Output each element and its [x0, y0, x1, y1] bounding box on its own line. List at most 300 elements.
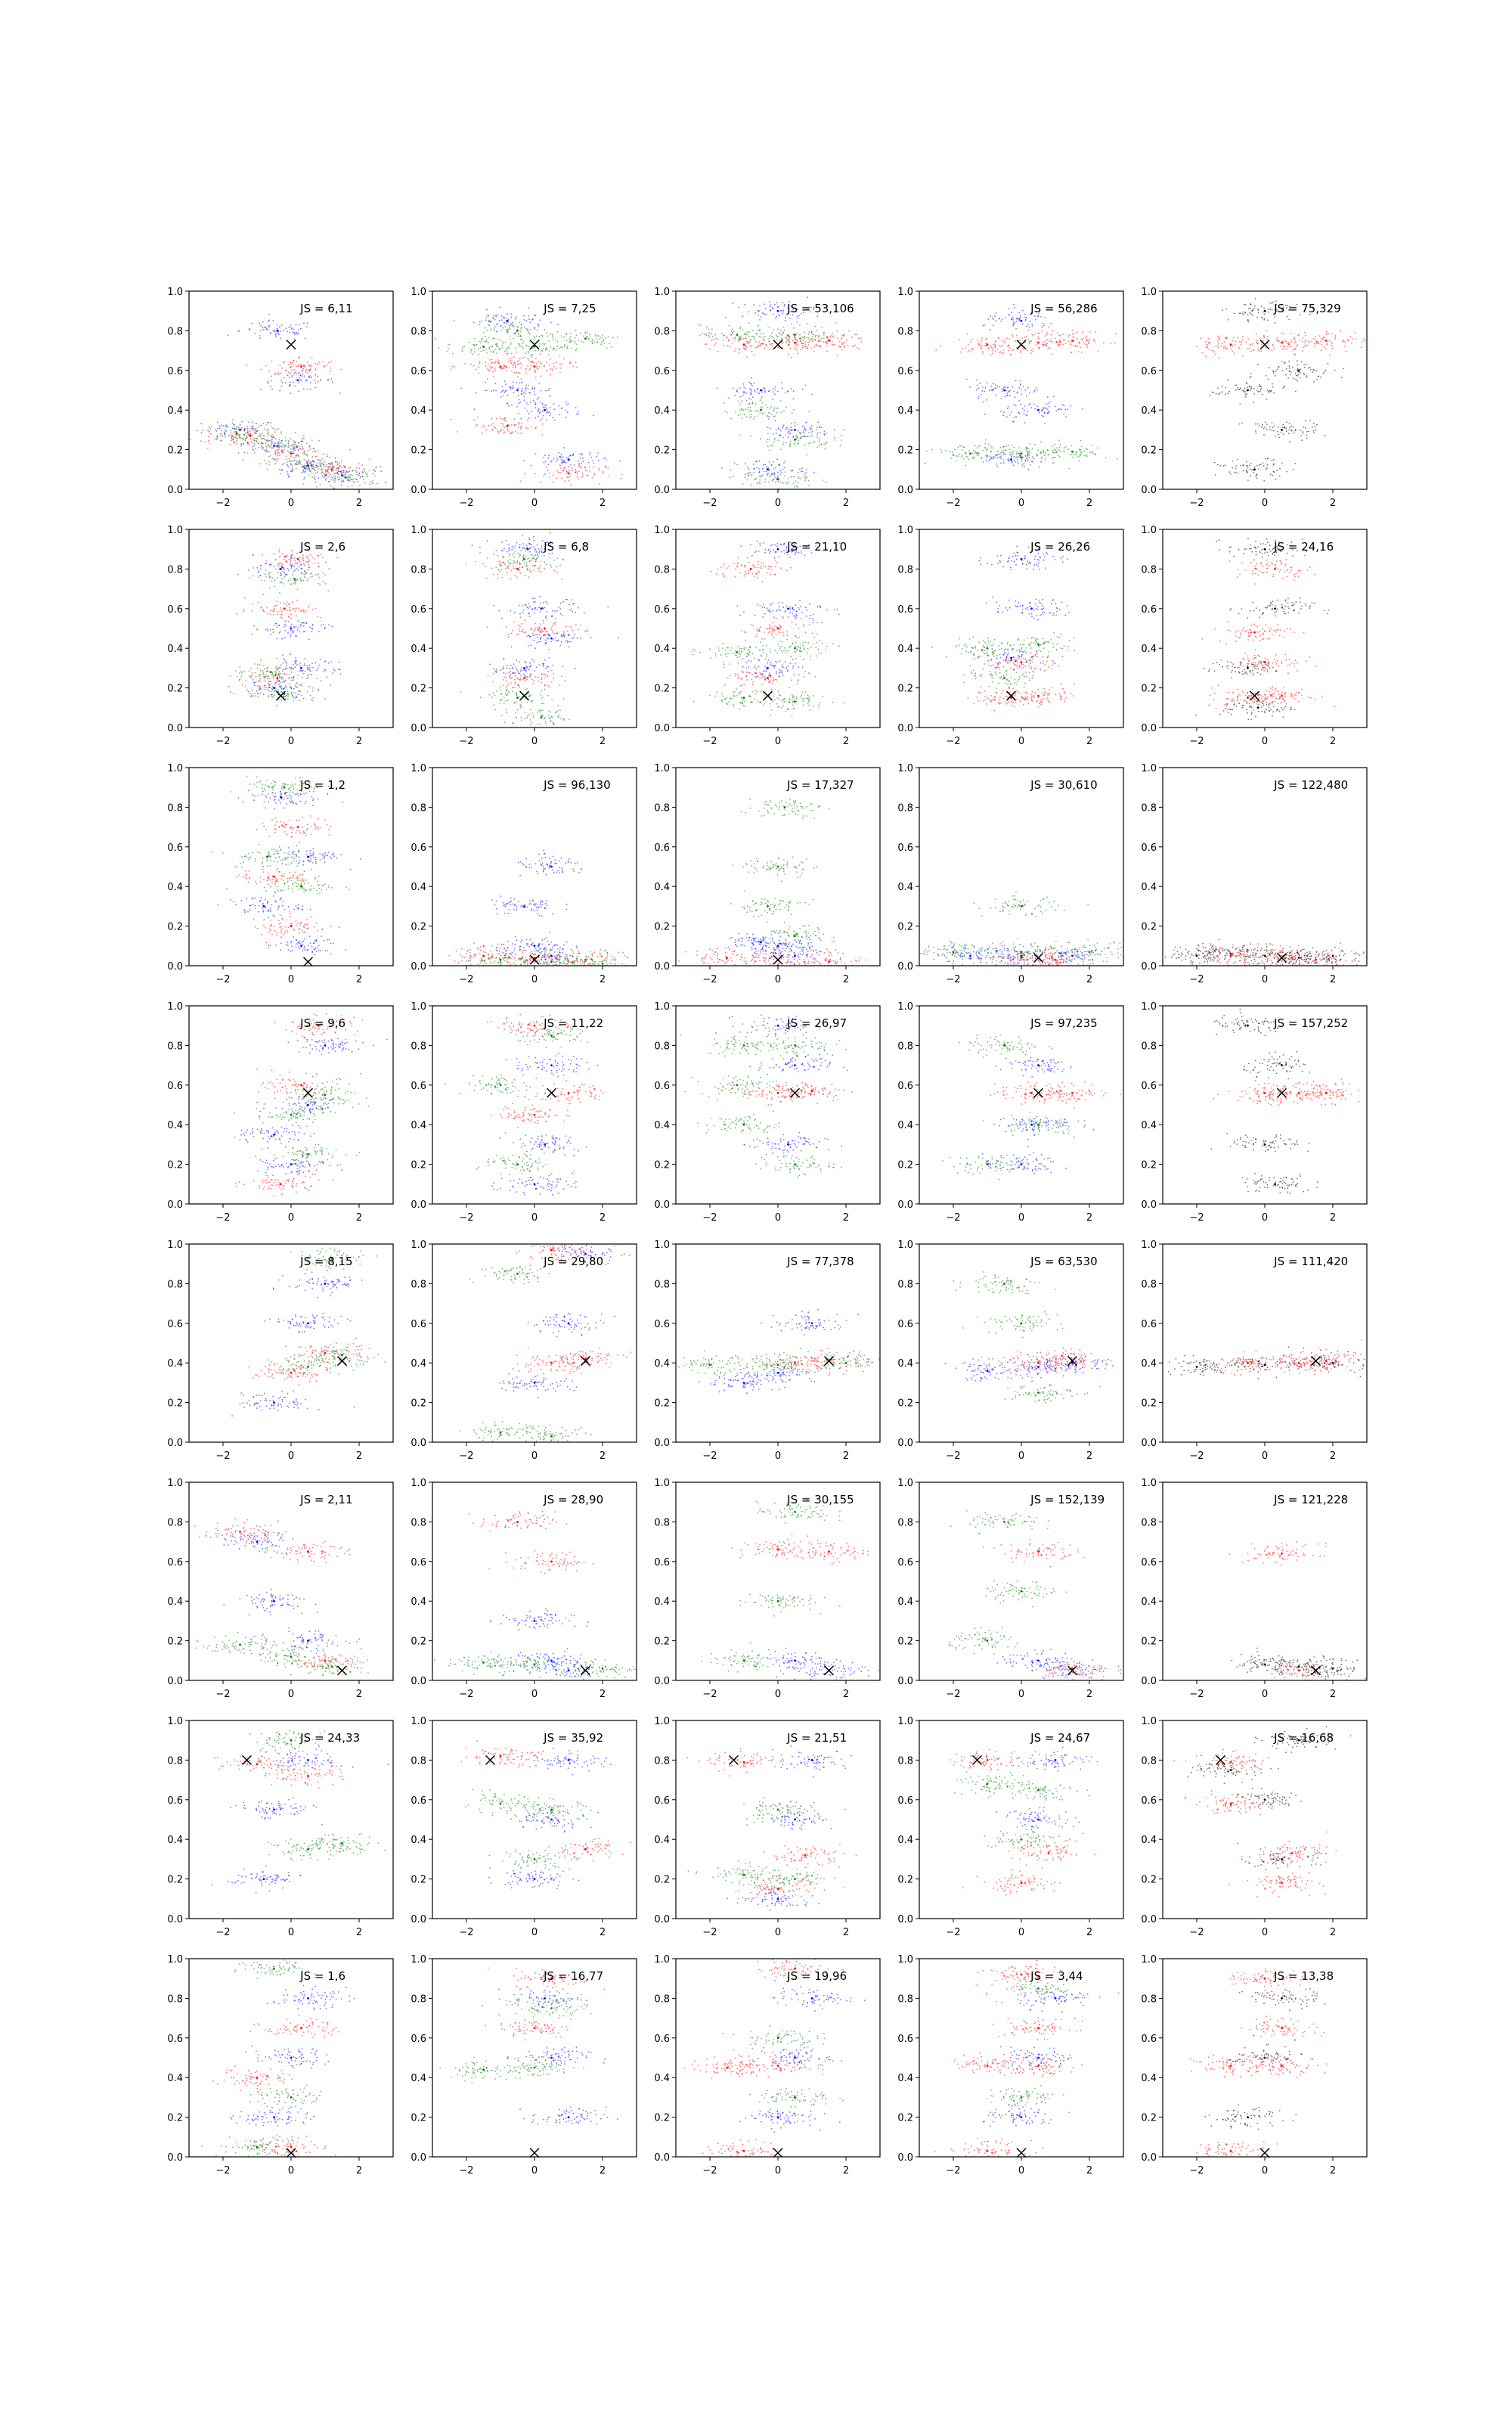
scatter-point — [274, 429, 276, 430]
scatter-point — [544, 343, 546, 345]
scatter-point — [287, 662, 288, 664]
scatter-point — [996, 395, 997, 396]
scatter-point — [1253, 402, 1254, 403]
scatter-point — [484, 341, 485, 343]
scatter-point — [319, 464, 321, 465]
scatter-point — [1310, 369, 1312, 371]
scatter-point — [507, 318, 508, 319]
scatter-point — [779, 473, 781, 475]
scatter-point — [1002, 340, 1003, 342]
scatter-point — [1223, 465, 1225, 467]
scatter-point — [546, 616, 547, 617]
scatter-point — [575, 612, 576, 613]
scatter-point — [311, 662, 313, 664]
scatter-point — [1018, 387, 1020, 389]
scatter-point — [1250, 303, 1251, 305]
scatter-point — [299, 666, 301, 667]
scatter-point — [273, 566, 274, 567]
scatter-point — [281, 451, 283, 453]
scatter-point — [838, 337, 839, 339]
scatter-point — [290, 636, 291, 638]
scatter-point — [308, 674, 310, 675]
scatter-point — [485, 390, 486, 392]
scatter-point — [972, 458, 974, 459]
scatter-point — [1234, 352, 1235, 354]
scatter-point — [1265, 421, 1266, 423]
scatter-point — [791, 388, 792, 389]
scatter-point — [1043, 416, 1044, 417]
scatter-point — [815, 337, 816, 338]
scatter-point — [1045, 458, 1046, 460]
scatter-point — [733, 331, 735, 333]
scatter-point — [225, 436, 226, 438]
scatter-point — [1281, 370, 1283, 371]
scatter-point — [563, 447, 565, 448]
scatter-point — [593, 467, 595, 468]
scatter-point — [296, 696, 297, 697]
scatter-point — [328, 472, 330, 473]
scatter-point — [297, 454, 299, 455]
scatter-point — [1343, 340, 1344, 341]
scatter-point — [264, 676, 265, 678]
scatter-point — [956, 461, 957, 462]
scatter-point — [795, 425, 796, 427]
scatter-point — [1255, 298, 1256, 299]
scatter-point — [501, 618, 503, 619]
scatter-point — [266, 576, 268, 578]
scatter-point — [517, 336, 519, 337]
scatter-point — [362, 473, 364, 474]
scatter-point — [1082, 340, 1083, 341]
scatter-point — [1053, 452, 1055, 454]
scatter-point — [547, 336, 549, 337]
scatter-point — [1018, 463, 1019, 464]
scatter-point — [501, 347, 503, 349]
scatter-point — [578, 470, 580, 472]
scatter-point — [252, 434, 253, 436]
scatter-point — [1044, 412, 1046, 414]
scatter-point — [323, 454, 324, 455]
scatter-point — [1086, 340, 1088, 341]
scatter-point — [600, 343, 602, 345]
scatter-point — [308, 569, 309, 571]
scatter-point — [563, 358, 565, 360]
scatter-point — [1056, 447, 1058, 448]
scatter-point — [497, 362, 499, 364]
scatter-point — [516, 669, 518, 670]
scatter-point — [277, 613, 278, 615]
scatter-point — [1025, 461, 1027, 462]
scatter-point — [1034, 408, 1036, 410]
scatter-point — [1304, 341, 1306, 343]
scatter-point — [289, 559, 290, 560]
scatter-point — [290, 607, 291, 609]
scatter-point — [1021, 452, 1023, 455]
scatter-point — [356, 471, 358, 473]
scatter-point — [507, 668, 508, 669]
scatter-point — [503, 395, 504, 396]
scatter-point — [589, 467, 590, 468]
scatter-point — [312, 609, 314, 610]
scatter-point — [349, 480, 351, 482]
scatter-point — [1074, 454, 1075, 455]
scatter-point — [328, 591, 330, 592]
scatter-point — [268, 451, 270, 453]
scatter-point — [547, 611, 548, 613]
scatter-point — [279, 556, 280, 557]
scatter-point — [985, 439, 987, 441]
scatter-point — [462, 350, 463, 352]
scatter-point — [1250, 373, 1252, 374]
scatter-point — [1253, 472, 1254, 473]
scatter-point — [857, 334, 858, 335]
scatter-point — [256, 428, 257, 430]
scatter-point — [284, 362, 285, 364]
scatter-point — [994, 457, 996, 458]
scatter-point — [303, 435, 305, 436]
scatter-point — [273, 445, 275, 447]
scatter-point — [966, 379, 968, 380]
scatter-point — [1217, 340, 1219, 342]
scatter-point — [1027, 324, 1029, 326]
scatter-point — [1080, 454, 1082, 455]
scatter-point — [1232, 351, 1233, 352]
scatter-point — [1305, 420, 1306, 422]
scatter-point — [296, 365, 297, 367]
scatter-point — [290, 667, 292, 669]
scatter-point — [274, 695, 275, 697]
scatter-point — [349, 449, 351, 451]
scatter-point — [290, 579, 292, 580]
scatter-point — [236, 433, 238, 435]
scatter-point — [505, 383, 507, 385]
scatter-point — [756, 411, 758, 412]
scatter-point — [529, 666, 531, 668]
scatter-point — [308, 464, 310, 466]
scatter-point — [255, 672, 256, 674]
scatter-point — [560, 467, 562, 469]
scatter-point — [526, 402, 528, 404]
scatter-point — [557, 331, 559, 333]
scatter-point — [1072, 457, 1074, 458]
scatter-point — [307, 561, 308, 563]
scatter-point — [283, 330, 284, 331]
scatter-point — [489, 664, 491, 666]
scatter-point — [255, 695, 256, 697]
scatter-point — [507, 430, 508, 431]
scatter-point — [1052, 450, 1054, 451]
scatter-point — [811, 338, 813, 340]
scatter-point — [292, 362, 293, 364]
scatter-point — [268, 690, 270, 692]
scatter-point — [501, 315, 503, 317]
scatter-point — [1036, 455, 1038, 457]
scatter-point — [584, 338, 587, 340]
scatter-point — [438, 347, 439, 349]
scatter-point — [1294, 342, 1295, 343]
scatter-point — [520, 433, 522, 434]
scatter-point — [774, 438, 776, 439]
scatter-point — [507, 323, 508, 324]
scatter-point — [299, 631, 300, 633]
scatter-point — [1241, 342, 1242, 343]
scatter-point — [512, 385, 513, 386]
scatter-point — [500, 365, 502, 368]
scatter-point — [744, 348, 745, 349]
scatter-point — [302, 441, 303, 442]
scatter-point — [753, 472, 754, 473]
scatter-point — [773, 388, 774, 389]
scatter-point — [373, 469, 375, 470]
scatter-point — [793, 476, 795, 477]
scatter-point — [308, 560, 310, 562]
scatter-point — [820, 444, 822, 445]
scatter-point — [247, 428, 249, 430]
scatter-point — [1297, 344, 1298, 346]
scatter-point — [572, 470, 573, 471]
scatter-point — [287, 690, 289, 692]
scatter-point — [805, 430, 807, 431]
scatter-point — [1031, 407, 1033, 408]
scatter-point — [596, 456, 597, 458]
scatter-point — [265, 687, 267, 688]
scatter-point — [1230, 349, 1232, 350]
scatter-point — [338, 468, 339, 470]
scatter-point — [750, 392, 751, 393]
scatter-point — [303, 631, 305, 633]
scatter-point — [513, 367, 514, 368]
scatter-point — [293, 679, 294, 681]
scatter-point — [1227, 380, 1228, 381]
scatter-point — [1269, 429, 1271, 430]
scatter-point — [328, 662, 330, 664]
scatter-point — [499, 610, 500, 612]
scatter-point — [359, 485, 361, 486]
scatter-point — [581, 341, 583, 343]
scatter-point — [220, 433, 222, 435]
scatter-point — [1013, 465, 1015, 467]
scatter-point — [486, 389, 488, 391]
scatter-point — [851, 337, 853, 338]
scatter-point — [287, 605, 288, 607]
scatter-point — [597, 452, 599, 454]
scatter-point — [1058, 344, 1060, 346]
scatter-point — [249, 578, 251, 579]
scatter-point — [278, 374, 280, 375]
scatter-point — [489, 321, 491, 322]
scatter-point — [834, 437, 835, 439]
scatter-point — [758, 325, 759, 327]
scatter-point — [563, 468, 565, 470]
scatter-point — [994, 315, 996, 317]
scatter-point — [1026, 337, 1027, 338]
scatter-point — [1251, 386, 1253, 388]
scatter-point — [989, 389, 990, 391]
scatter-point — [758, 342, 760, 343]
js-annotation: JS = 53,106 — [786, 302, 854, 315]
scatter-point — [550, 413, 551, 414]
scatter-point — [521, 427, 522, 428]
scatter-point — [317, 376, 318, 377]
scatter-point — [551, 368, 553, 370]
scatter-point — [263, 693, 265, 695]
scatter-point — [303, 610, 305, 612]
scatter-point — [251, 695, 253, 697]
scatter-point — [372, 482, 373, 484]
scatter-point — [307, 691, 308, 693]
scatter-point — [470, 352, 472, 353]
scatter-point — [275, 336, 277, 337]
scatter-point — [339, 471, 341, 473]
scatter-point — [503, 343, 505, 344]
scatter-point — [557, 341, 559, 343]
scatter-point — [1282, 387, 1284, 389]
scatter-point — [531, 361, 533, 363]
scatter-point — [305, 622, 307, 624]
scatter-point — [541, 350, 543, 352]
scatter-point — [1081, 446, 1083, 448]
scatter-point — [294, 448, 296, 449]
scatter-point — [364, 482, 366, 484]
scatter-point — [508, 405, 510, 407]
scatter-point — [318, 364, 319, 365]
scatter-point — [271, 688, 273, 690]
scatter-point — [1306, 364, 1307, 365]
scatter-point — [1075, 346, 1077, 347]
scatter-point — [355, 490, 356, 492]
scatter-point — [220, 436, 222, 437]
scatter-point — [535, 407, 537, 408]
scatter-point — [277, 677, 279, 679]
scatter-point — [764, 314, 766, 315]
scatter-point — [240, 424, 241, 426]
x-tick-label: −2 — [702, 498, 717, 509]
scatter-point — [608, 337, 609, 338]
scatter-point — [1244, 388, 1246, 389]
scatter-point — [1304, 367, 1306, 368]
scatter-point — [702, 333, 703, 334]
series-red — [935, 330, 1117, 356]
scatter-point — [509, 348, 510, 349]
scatter-point — [808, 411, 810, 412]
scatter-point — [762, 474, 764, 476]
axes-frame — [1163, 291, 1367, 489]
scatter-point — [266, 668, 268, 669]
scatter-point — [278, 439, 280, 441]
scatter-point — [318, 381, 319, 383]
scatter-point — [792, 412, 793, 414]
scatter-point — [518, 422, 519, 424]
scatter-point — [294, 450, 296, 451]
scatter-point — [259, 685, 261, 687]
scatter-point — [535, 377, 537, 378]
scatter-point — [496, 343, 497, 344]
scatter-point — [370, 481, 372, 482]
scatter-point — [331, 468, 333, 470]
scatter-point — [554, 420, 556, 421]
scatter-point — [824, 434, 826, 436]
scatter-point — [525, 368, 527, 370]
scatter-point — [1061, 409, 1062, 411]
scatter-point — [295, 684, 296, 685]
scatter-point — [226, 427, 228, 428]
scatter-point — [1266, 339, 1268, 340]
scatter-point — [1037, 337, 1039, 338]
scatter-point — [1024, 317, 1026, 318]
scatter-point — [260, 389, 262, 390]
scatter-point — [302, 438, 303, 439]
scatter-point — [279, 549, 280, 551]
scatter-point — [518, 427, 519, 428]
scatter-point — [302, 677, 303, 678]
scatter-point — [271, 389, 273, 390]
scatter-point — [1031, 334, 1033, 336]
scatter-point — [1041, 458, 1043, 459]
scatter-point — [1243, 465, 1244, 467]
scatter-point — [764, 390, 766, 392]
scatter-point — [795, 481, 797, 482]
scatter-point — [298, 455, 299, 457]
scatter-point — [785, 461, 786, 462]
scatter-point — [1212, 392, 1213, 393]
scatter-point — [271, 696, 273, 697]
scatter-point — [590, 457, 592, 458]
scatter-point — [838, 346, 840, 347]
scatter-point — [595, 334, 596, 336]
scatter-point — [356, 467, 358, 469]
scatter-point — [1257, 424, 1259, 425]
scatter-point — [525, 385, 527, 386]
scatter-point — [534, 427, 536, 429]
scatter-point — [1325, 370, 1327, 371]
scatter-point — [717, 339, 719, 340]
scatter-point — [748, 468, 750, 470]
scatter-point — [1265, 458, 1266, 460]
scatter-point — [236, 428, 237, 430]
scatter-point — [281, 678, 283, 680]
scatter-point — [1224, 341, 1225, 343]
scatter-point — [575, 668, 576, 669]
scatter-point — [271, 674, 273, 675]
scatter-point — [739, 337, 741, 338]
scatter-point — [222, 440, 223, 442]
scatter-point — [760, 346, 761, 347]
scatter-point — [802, 347, 804, 349]
scatter-point — [724, 411, 726, 412]
y-tick-label: 0.0 — [167, 485, 183, 496]
scatter-point — [1098, 351, 1099, 352]
scatter-point — [1116, 334, 1117, 335]
scatter-point — [566, 599, 568, 600]
scatter-point — [265, 463, 267, 464]
scatter-point — [1240, 465, 1241, 467]
scatter-point — [959, 445, 961, 447]
scatter-point — [304, 574, 305, 576]
scatter-point — [835, 344, 836, 346]
scatter-point — [1294, 348, 1296, 349]
scatter-point — [807, 342, 809, 343]
scatter-point — [534, 417, 536, 419]
scatter-point — [285, 625, 287, 627]
scatter-point — [279, 551, 280, 553]
scatter-point — [756, 334, 758, 335]
scatter-point — [314, 470, 316, 471]
scatter-point — [1246, 472, 1247, 473]
scatter-point — [331, 470, 333, 472]
scatter-point — [296, 462, 298, 464]
scatter-point — [250, 677, 252, 678]
scatter-point — [578, 607, 579, 609]
